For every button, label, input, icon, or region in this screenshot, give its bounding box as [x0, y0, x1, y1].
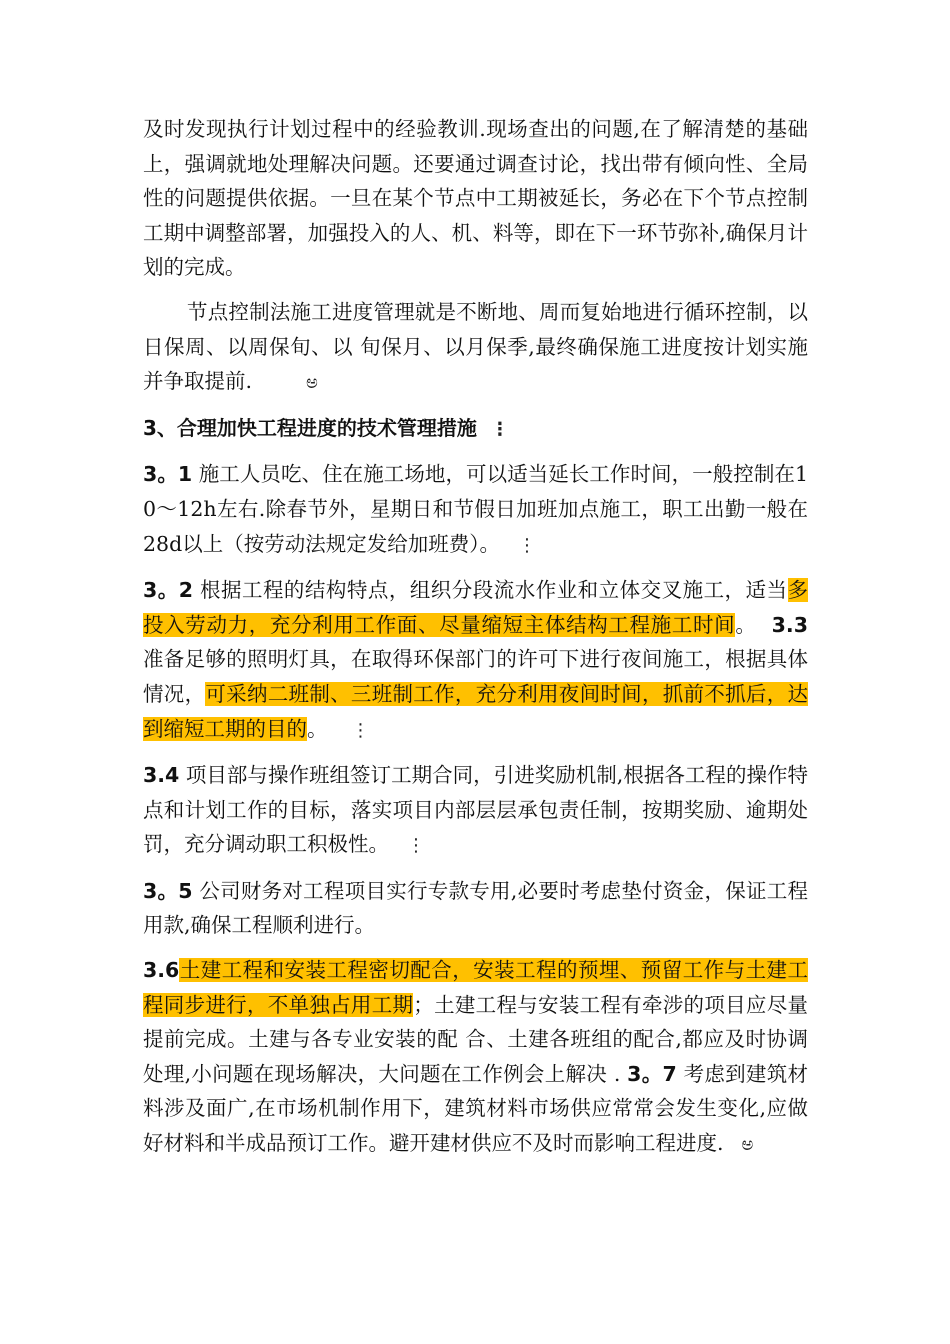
vertical-ellipsis-mark: ⋮: [490, 418, 509, 440]
paragraph-node-control: [143, 295, 808, 401]
item-number: 3。2: [143, 578, 193, 603]
vertical-ellipsis-mark: ⋮: [517, 534, 536, 556]
paragraph-lessons: [143, 112, 808, 285]
paragraph-text: 节点控制法施工进度管理就是不断地、周而复始地进行循环控制，以日保周、以周保旬、以 旬保月、以月保季,最终确保施工进度按计划实施并争取提前.: [143, 299, 808, 394]
heading-text: 3、合理加快工程进度的技术管理措施: [143, 415, 477, 440]
item-text: 。: [735, 612, 764, 637]
vertical-ellipsis-mark: ⋮: [407, 835, 425, 857]
section-heading: [143, 411, 808, 448]
item-text: 项目部与操作班组签订工期合同，引进奖励机制,根据各工程的操作特点和计划工作的目标，落实项目内部层层承包责任制，按期奖励、逾期处罚，充分调动职工积极性。: [143, 763, 808, 857]
paragraph-text: 及时发现执行计划过程中的经验教训.现场查出的问题,在了解清楚的基础上，强调就地处理解决问题。还要通过调查讨论，找出带有倾向性、全局性的问题提供依据。一旦在某个节点中工期被延长，务必在下个节点控制工期中调整部署，加强投入的人、机、料等，即在下一环节弥补,确保月计划的完成。: [143, 117, 808, 280]
item-3-1: [143, 457, 808, 563]
item-3-6-3-7: [143, 953, 808, 1163]
item-text: 准备足够的照明灯具，在取得环保部门的许可下进行夜间施工，根据具体情况，: [143, 647, 808, 706]
highlighted-text: 可采纳二班制、三班制工作，充分利用夜间时间，抓前不抓后，达到缩短工期的目的: [143, 681, 809, 741]
item-number: 3.6: [143, 958, 180, 983]
item-text: 施工人员吃、住在施工场地，可以适当延长工作时间，一般控制在10～12h左右.除春节外，星期日和节假日加班加点施工，职工出勤一般在28d以上（按劳动法规定发给加班费）。: [143, 462, 809, 556]
item-3-2-3-3: [143, 573, 808, 748]
item-number: 3。1: [143, 462, 193, 487]
item-number: 3。5: [143, 878, 193, 903]
item-3-5: [143, 874, 808, 943]
item-number: 3。7: [627, 1061, 677, 1086]
item-text: 公司财务对工程项目实行专款专用,必要时考虑垫付资金，保证工程用款,确保工程顺利进行。: [143, 878, 809, 938]
vertical-ellipsis-mark: ⋮: [351, 719, 370, 741]
document-page: [143, 112, 808, 1173]
highlighted-text: 多投入劳动力，充分利用工作面、尽量缩短主体结构工程施工时间: [143, 578, 809, 637]
item-number: 3.4: [143, 763, 180, 788]
item-number: 3.3: [771, 612, 808, 637]
item-text: 根据工程的结构特点，组织分段流水作业和立体交叉施工，适当: [193, 578, 788, 603]
item-text: ；土建工程与安装工程有牵涉的项目应尽量提前完成。土建与各专业安装的配 合、土建各班组的配合,都应及时协调处理,小问题在现场解决，大问题在工作例会上解决 .: [143, 992, 809, 1086]
item-text: 。: [307, 716, 328, 741]
item-text: 考虑到建筑材料涉及面广,在市场机制作用下，建筑材料市场供应常常会发生变化,应做好材料和半成品预订工作。避开建材供应不及时而影响工程进度.: [143, 1061, 808, 1156]
paragraph-end-glyph: ಅ: [741, 1134, 754, 1156]
highlighted-text: 土建工程和安装工程密切配合，安装工程的预埋、预留工作与土建工程同步进行，不单独占用工期: [143, 958, 808, 1017]
item-3-4: [143, 758, 808, 864]
paragraph-end-glyph: ಅ: [306, 372, 318, 394]
